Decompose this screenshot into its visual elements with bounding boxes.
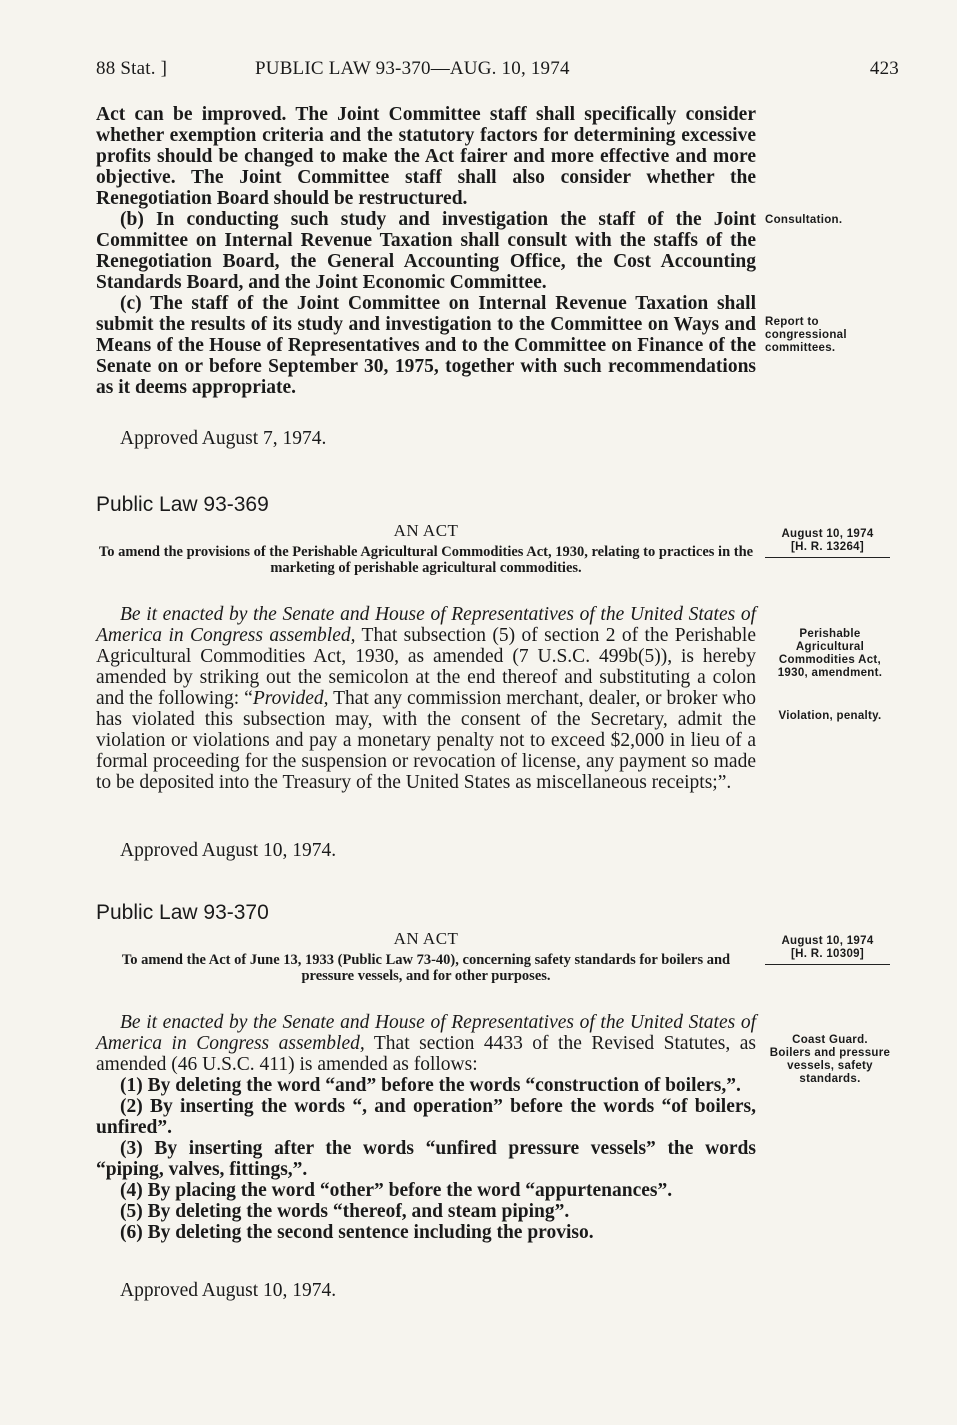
- law-370-an-act: AN ACT: [393, 929, 459, 948]
- law-370-intro: [96, 1012, 756, 1075]
- margin-note-report: Report to congressional committees.: [765, 316, 847, 354]
- margin-note-perishable: Perishable Agricultural Commodities Act, 1930, amendment.: [777, 628, 883, 679]
- margin-note-coast-guard-title: Coast Guard.: [792, 1034, 868, 1046]
- approved-line-2: Approved August 10, 1974.: [120, 840, 337, 861]
- law-369-date: August 10, 1974: [781, 528, 874, 540]
- margin-note-coast-guard: [765, 1034, 895, 1086]
- approved-line-3: Approved August 10, 1974.: [120, 1280, 337, 1301]
- law-370-bill-number: [H. R. 10309]: [765, 948, 890, 965]
- law-370-caption: To amend the Act of June 13, 1933 (Public Law 73-40), concerning safety standards for boilers and pressure vessels, and for other purposes.: [121, 952, 731, 984]
- law-370-title: Public Law 93-370: [96, 901, 269, 924]
- section-continuation: [96, 104, 756, 398]
- law-370-item-3: (3) By inserting after the words “unfired pressure vessels” the words “piping, valves, fittings,”.: [96, 1138, 756, 1180]
- law-369-enacting-clause: Be it enacted by the Senate and House of Representatives of the United States of America in Congress assembled,: [96, 604, 756, 646]
- header-page-number: 423: [869, 58, 899, 79]
- paragraph-a-continued: Act can be improved. The Joint Committee staff shall specifically consider whether exemption criteria and the statutory factors for determining excessive profits should be changed to make the Act fairer and more effective and more objective. The Joint Committee staff shall also consider whether the Renegotiation Board should be restructured.: [96, 104, 756, 209]
- law-370-dateline: [765, 935, 890, 965]
- law-369-body-part-2: That any commission merchant, dealer, or broker who has violated this subsection may, with the consent of the Secretary, admit the violation or violations and pay a monetary penalty not to exceed $2,000 in lieu of a formal proceeding for the suspension or revocation of license, any payment so made to be deposited into the Treasury of the United States as miscellaneous receipts;”.: [96, 688, 756, 793]
- law-370-item-5: (5) By deleting the words “thereof, and steam piping”.: [120, 1201, 570, 1222]
- law-369-bill-number: [H. R. 13264]: [765, 541, 890, 558]
- approved-line-1: Approved August 7, 1974.: [120, 428, 327, 449]
- law-369-an-act: AN ACT: [393, 521, 459, 540]
- law-369-caption: To amend the provisions of the Perishable Agricultural Commodities Act, 1930, relating to practices in the marketing of perishable agricultural commodities.: [98, 544, 754, 576]
- law-370-item-1: (1) By deleting the word “and” before the words “construction of boilers,”.: [120, 1075, 741, 1096]
- header-title: PUBLIC LAW 93-370—AUG. 10, 1974: [255, 58, 570, 79]
- law-369-body: [96, 604, 756, 793]
- paragraph-b: (b) In conducting such study and investigation the staff of the Joint Committee on Internal Revenue Taxation shall consult with the staffs of the Renegotiation Board, the General Accounting Office, the Cost Accounting Standards Board, and the Joint Economic Committee.: [96, 209, 756, 293]
- law-370-item-list: [96, 1075, 756, 1243]
- margin-note-violation: Violation, penalty.: [778, 710, 882, 722]
- margin-note-boilers: Boilers and pressure vessels, safety standards.: [769, 1047, 891, 1085]
- law-369-body-part-1: That subsection (5) of section 2 of the Perishable Agricultural Commodities Act, 1930, as amended (7 U.S.C. 499b(5)), is hereby amended by striking out the semicolon at the end thereof and substituting a colon and the following: “: [96, 625, 756, 709]
- law-370-body: [96, 1012, 756, 1243]
- law-370-item-2: (2) By inserting the words “, and operation” before the words “of boilers, unfired”.: [96, 1096, 756, 1138]
- law-369-title: Public Law 93-369: [96, 493, 269, 516]
- law-370-enacting-clause: Be it enacted by the Senate and House of Representatives of the United States of America in Congress assembled,: [96, 1012, 756, 1054]
- law-369-dateline: [765, 528, 890, 558]
- paragraph-c: (c) The staff of the Joint Committee on Internal Revenue Taxation shall submit the results of its study and investigation to the Committee on Ways and Means of the House of Representatives and to the Committee on Finance of the Senate on or before September 30, 1975, together with such recommendations as it deems appropriate.: [96, 293, 756, 398]
- law-370-body-intro: That section 4433 of the Revised Statutes, as amended (46 U.S.C. 411) is amended as follows:: [96, 1033, 756, 1075]
- law-370-date: August 10, 1974: [781, 935, 874, 947]
- margin-note-consultation: Consultation.: [765, 214, 843, 226]
- law-370-item-6: (6) By deleting the second sentence including the proviso.: [120, 1222, 594, 1243]
- law-369-text: [96, 604, 756, 793]
- law-370-item-4: (4) By placing the word “other” before the word “appurtenances”.: [120, 1180, 673, 1201]
- law-369-provided: Provided,: [252, 688, 329, 709]
- header-volume: 88 Stat. ]: [96, 58, 168, 79]
